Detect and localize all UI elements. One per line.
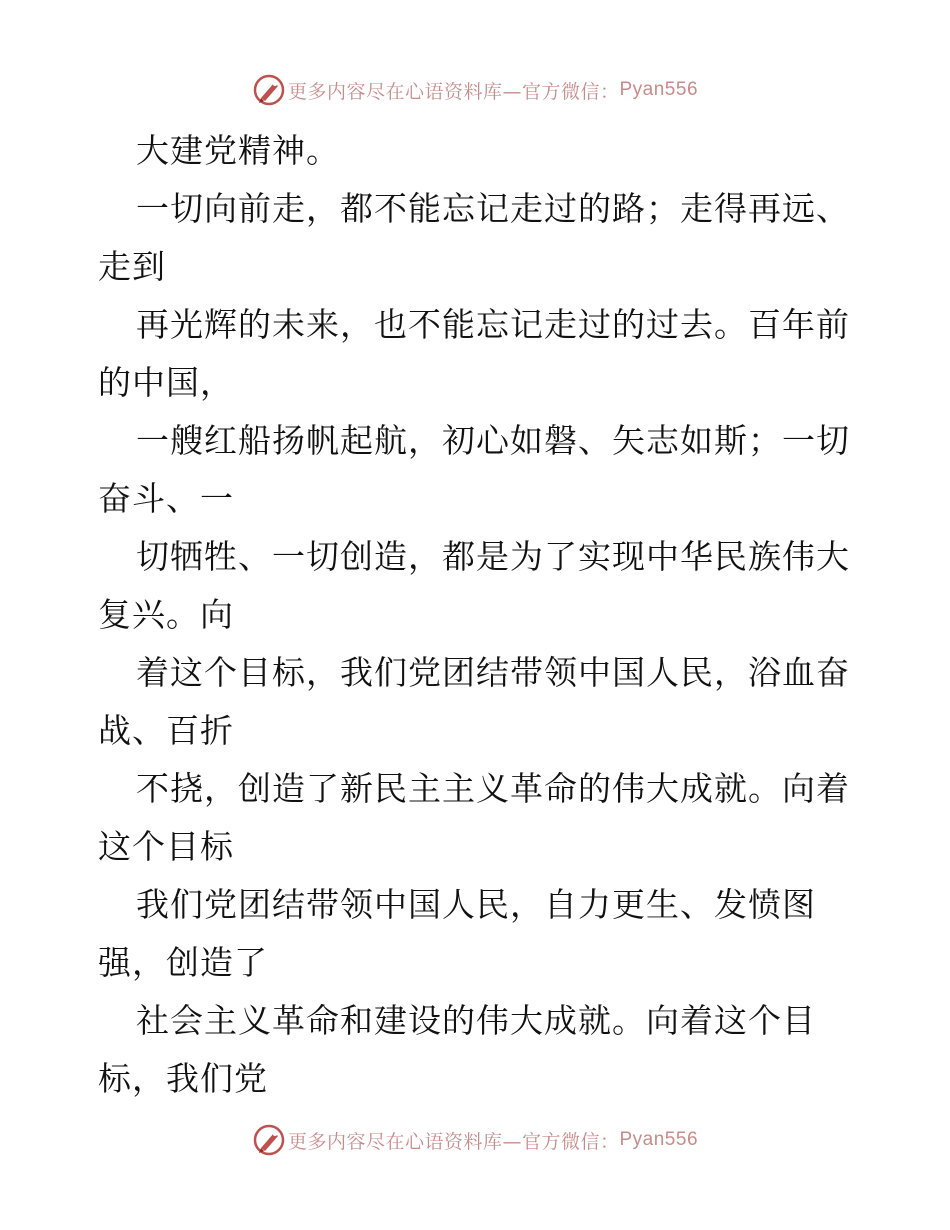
text-line: 着这个目标，我们党团结带领中国人民，浴血奋 <box>136 653 850 692</box>
text-line: 社会主义革命和建设的伟大成就。向着这个目 <box>136 1001 816 1040</box>
text-line: 一艘红船扬帆起航，初心如磐、矢志如斯；一切 <box>136 421 850 460</box>
text-line: 大建党精神。 <box>136 131 340 170</box>
text-line: 强，创造了 <box>98 943 268 982</box>
text-line: 一切向前走，都不能忘记走过的路；走得再远、 <box>136 189 850 228</box>
text-line: 这个目标 <box>98 827 234 866</box>
header-banner <box>0 72 950 108</box>
banner-wechat-id: Pyan556 <box>619 79 699 100</box>
document-body <box>98 122 858 1108</box>
text-line: 不挠，创造了新民主主义革命的伟大成就。向着 <box>136 769 850 808</box>
banner-text: 更多内容尽在心语资料库—官方微信： <box>287 1130 620 1153</box>
pen-logo-icon <box>252 73 286 107</box>
pen-logo-icon <box>252 1123 286 1157</box>
text-line: 切牺牲、一切创造，都是为了实现中华民族伟大 <box>136 537 850 576</box>
footer-banner <box>0 1122 950 1158</box>
text-line: 奋斗、一 <box>98 479 234 518</box>
text-line: 我们党团结带领中国人民，自力更生、发愤图 <box>136 885 816 924</box>
banner-text: 更多内容尽在心语资料库—官方微信： <box>287 80 620 103</box>
text-line: 的中国， <box>98 363 234 402</box>
text-line: 走到 <box>98 247 166 286</box>
text-line: 标，我们党 <box>98 1059 268 1098</box>
text-line: 复兴。向 <box>98 595 234 634</box>
banner-wechat-id: Pyan556 <box>619 1129 699 1150</box>
text-line: 战、百折 <box>98 711 234 750</box>
text-line: 再光辉的未来，也不能忘记走过的过去。百年前 <box>136 305 850 344</box>
